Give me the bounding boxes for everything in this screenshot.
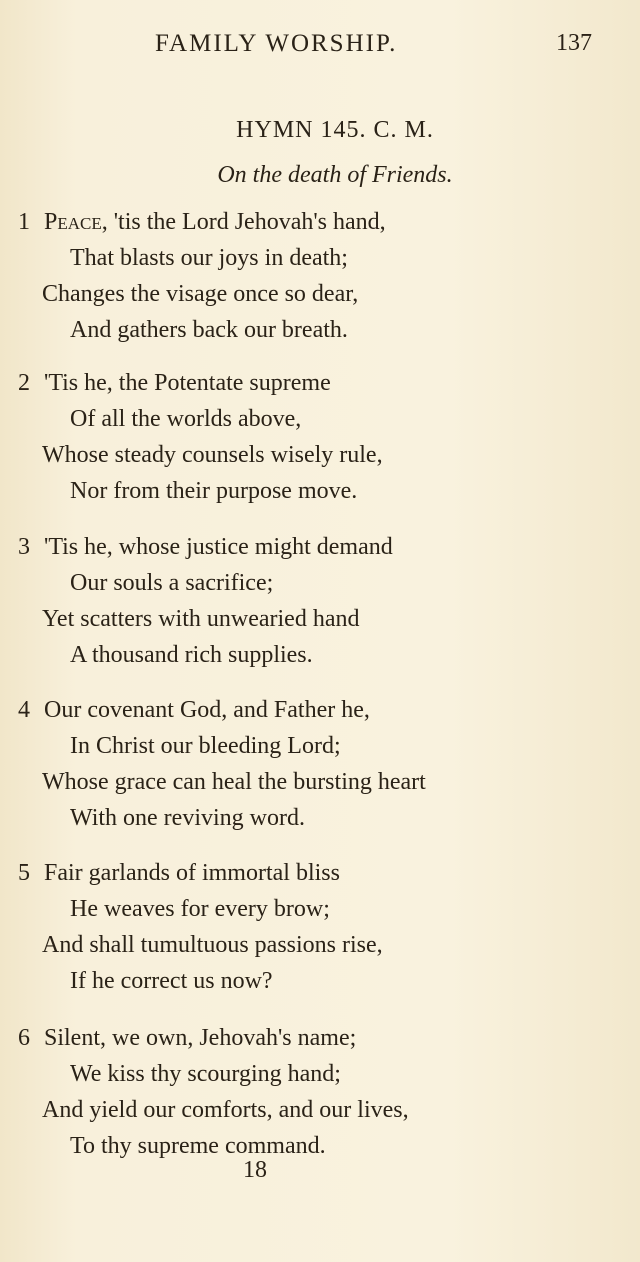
stanza-number: 4 [18, 697, 30, 723]
stanza-line: With one reviving word. [70, 805, 305, 831]
stanza-line [18, 692, 628, 728]
stanza-number: 6 [18, 1025, 30, 1051]
stanza-line: Nor from their purpose move. [70, 478, 358, 504]
hymn-subtitle: On the death of Friends. [217, 162, 453, 188]
signature-mark: 18 [243, 1157, 267, 1183]
page-number: 137 [556, 30, 592, 56]
stanza-line-text: 'Tis he, the Potentate supreme [44, 370, 331, 396]
stanza-line: A thousand rich supplies. [70, 642, 313, 668]
stanza-line: That blasts our joys in death; [70, 245, 348, 271]
stanza-number: 3 [18, 534, 30, 560]
stanza-number: 5 [18, 860, 30, 886]
stanza-line: Our souls a sacrifice; [70, 570, 274, 596]
stanza-6 [18, 1020, 628, 1164]
stanza-line: And yield our comforts, and our lives, [42, 1097, 409, 1123]
stanza-line: Whose grace can heal the bursting heart [42, 769, 426, 795]
stanza-1 [18, 204, 628, 348]
stanza-line: Whose steady counsels wisely rule, [42, 442, 383, 468]
stanza-line-text: Silent, we own, Jehovah's name; [44, 1025, 357, 1051]
stanza-line: And shall tumultuous passions rise, [42, 932, 383, 958]
stanza-number: 2 [18, 370, 30, 396]
stanza-line-text: Our covenant God, and Father he, [44, 697, 370, 723]
stanza-2 [18, 365, 628, 509]
stanza-line: In Christ our bleeding Lord; [70, 733, 341, 759]
stanza-line: Yet scatters with unwearied hand [42, 606, 360, 632]
stanza-line [18, 1020, 628, 1056]
stanza-line: We kiss thy scourging hand; [70, 1061, 341, 1087]
stanza-4 [18, 692, 628, 836]
stanza-line: If he correct us now? [70, 968, 273, 994]
stanza-3 [18, 529, 628, 673]
stanza-line: Of all the worlds above, [70, 406, 302, 432]
running-head: FAMILY WORSHIP. [155, 30, 398, 57]
stanza-line-text: 'tis the Lord Jehovah's hand, [107, 209, 386, 235]
stanza-line-text: 'Tis he, whose justice might demand [44, 534, 393, 560]
stanza-line: Changes the visage once so dear, [42, 281, 359, 307]
hymn-title: HYMN 145. C. M. [236, 117, 434, 143]
stanza-line [18, 855, 628, 891]
stanza-line [18, 204, 628, 240]
stanza-number: 1 [18, 209, 30, 235]
stanza-5 [18, 855, 628, 999]
stanza-line: And gathers back our breath. [70, 317, 348, 343]
stanza-line [18, 529, 628, 565]
stanza-first-word: Peace, [44, 209, 108, 235]
stanza-line-text: Fair garlands of immortal bliss [44, 860, 340, 886]
stanza-line [18, 365, 628, 401]
stanza-line: He weaves for every brow; [70, 896, 330, 922]
stanza-line: To thy supreme command. [70, 1133, 326, 1159]
